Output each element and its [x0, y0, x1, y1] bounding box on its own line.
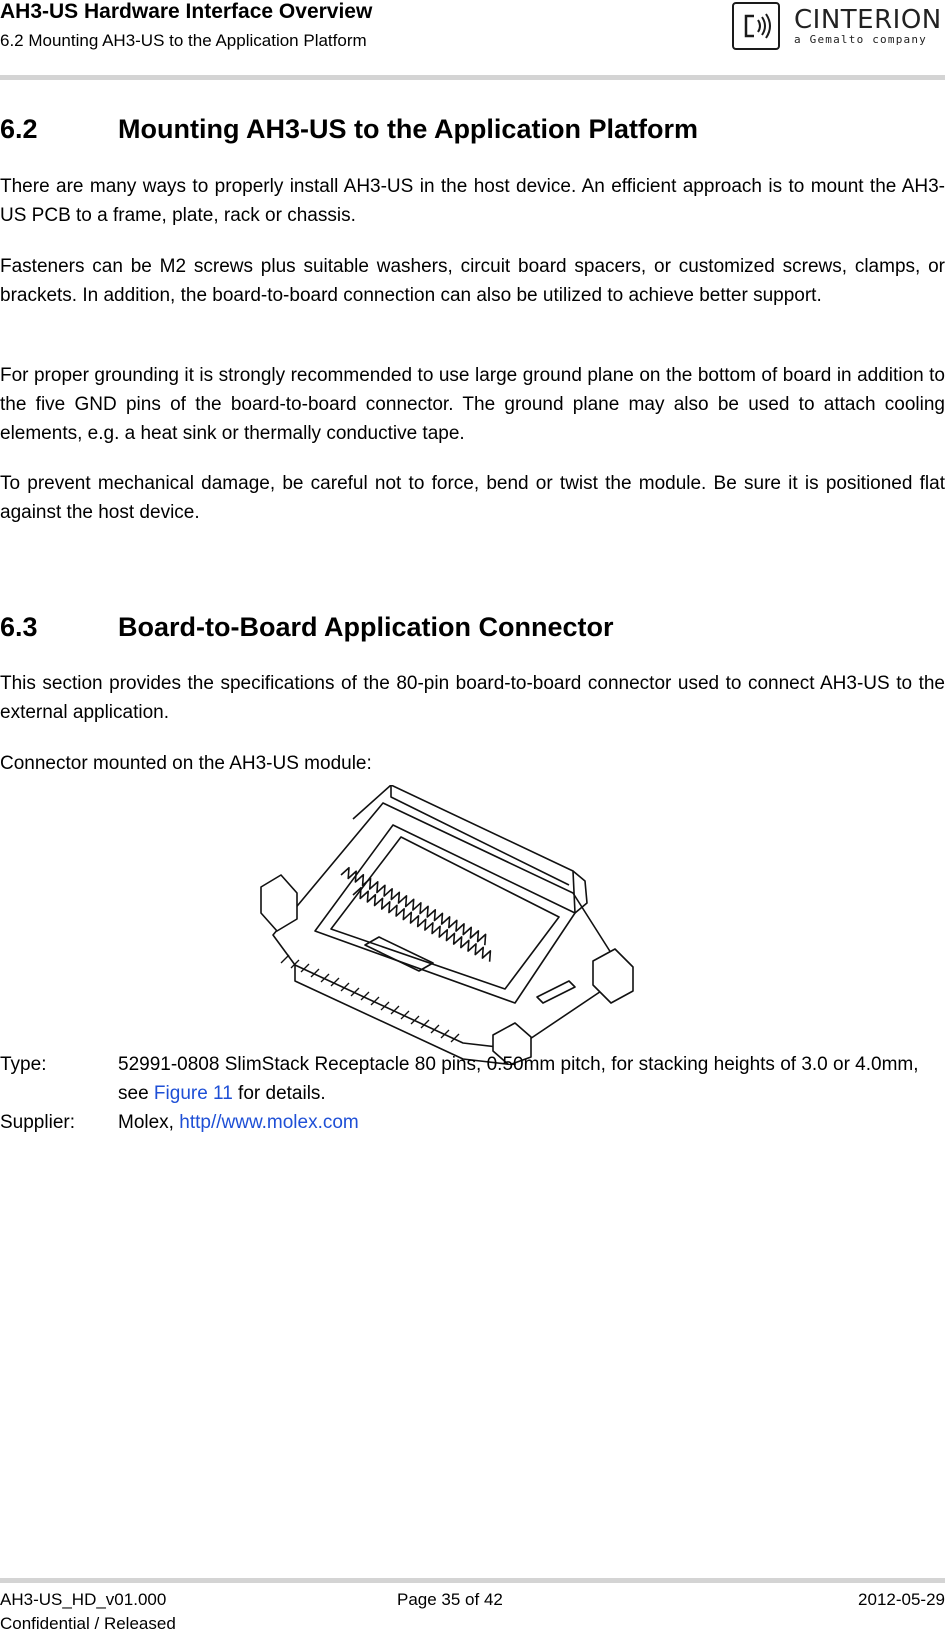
- type-label: Type:: [0, 1054, 47, 1075]
- paragraph-install: There are many ways to properly install AH3-US in the host device. An efficient approach is to mount the AH3-US PCB to a frame, plate, rack or chassis.: [0, 176, 945, 226]
- paragraph-connector-caption: Connector mounted on the AH3-US module:: [0, 753, 372, 774]
- footer-date: 2012-05-29: [858, 1590, 945, 1609]
- molex-link[interactable]: http//www.molex.com: [179, 1112, 359, 1133]
- supplier-label: Supplier:: [0, 1112, 75, 1133]
- page-header: [0, 0, 945, 80]
- footer-status: Confidential / Released: [0, 1614, 176, 1633]
- logo-wordmark: CINTERION: [794, 5, 942, 35]
- signal-icon: [732, 2, 780, 50]
- supplier-text: Molex,: [118, 1112, 180, 1133]
- paragraph-mechanical: To prevent mechanical damage, be careful not to force, bend or twist the module. Be sure it is positioned flat against the host device.: [0, 473, 945, 523]
- type-text: 52991-0808 SlimStack Receptacle 80 pins, 0.50mm pitch, for stacking heights of 3.0 or 4.0mm, see: [118, 1054, 919, 1104]
- footer-doc-id: AH3-US_HD_v01.000: [0, 1590, 167, 1609]
- paragraph-fasteners: Fasteners can be M2 screws plus suitable washers, circuit board spacers, or customized screws, clamps, or brackets. In addition, the board-to-board connection can also be utilized to achieve better support.: [0, 256, 945, 306]
- logo-tagline: a Gemalto company: [794, 33, 927, 46]
- cinterion-logo: [732, 2, 944, 52]
- type-value: [118, 1050, 945, 1108]
- document-subtitle: 6.2 Mounting AH3-US to the Application Platform: [0, 31, 367, 50]
- paragraph-grounding: For proper grounding it is strongly recommended to use large ground plane on the bottom of board in addition to the five GND pins of the board-to-board connector. The ground plane may also be used to attach cooling elements, e.g. a heat sink or thermally conductive tape.: [0, 365, 945, 444]
- section-number: 6.3: [0, 612, 38, 642]
- header-divider: [0, 75, 945, 80]
- type-tail: for details.: [232, 1083, 326, 1104]
- figure-11-link[interactable]: Figure 11: [153, 1083, 233, 1104]
- section-title: Mounting AH3-US to the Application Platform: [118, 114, 698, 144]
- connector-illustration: [253, 785, 643, 1065]
- paragraph-connector-intro: This section provides the specifications of the 80-pin board-to-board connector used to connect AH3-US to the external application.: [0, 673, 945, 723]
- page-footer: [0, 1590, 945, 1636]
- section-number: 6.2: [0, 114, 38, 144]
- section-title: Board-to-Board Application Connector: [118, 612, 614, 642]
- supplier-value: [118, 1108, 945, 1137]
- footer-page-number: Page 35 of 42: [397, 1590, 503, 1609]
- document-title: AH3-US Hardware Interface Overview: [0, 0, 373, 23]
- footer-divider: [0, 1578, 945, 1583]
